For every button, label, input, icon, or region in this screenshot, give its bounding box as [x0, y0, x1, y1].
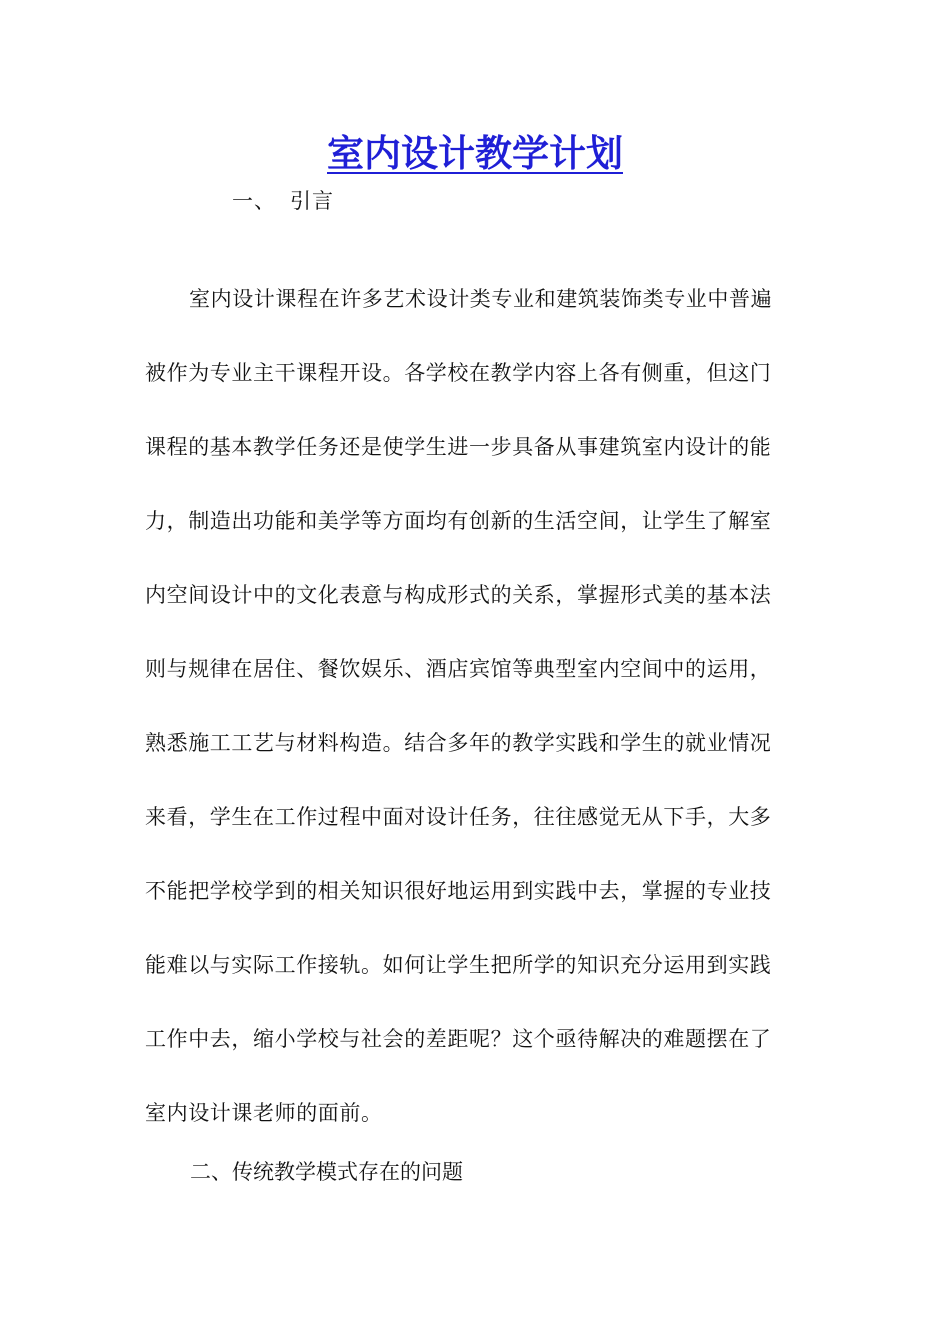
- paragraph-line: 室内设计课老师的面前。: [145, 1101, 383, 1125]
- paragraph-line: 能难以与实际工作接轨。如何让学生把所学的知识充分运用到实践: [145, 953, 772, 977]
- paragraph-line: 来看，学生在工作过程中面对设计任务，往往感觉无从下手，大多: [145, 805, 772, 829]
- paragraph-line: 不能把学校学到的相关知识很好地运用到实践中去，掌握的专业技: [145, 879, 772, 903]
- section-heading-text: 引言: [290, 189, 334, 213]
- paragraph-line: 工作中去，缩小学校与社会的差距呢？这个亟待解决的难题摆在了: [145, 1027, 772, 1051]
- section-heading-problems: 二、传统教学模式存在的问题: [190, 1160, 463, 1184]
- document-title[interactable]: 室内设计教学计划: [327, 132, 623, 175]
- intro-paragraph: [145, 262, 807, 1150]
- paragraph-line: 则与规律在居住、餐饮娱乐、酒店宾馆等典型室内空间中的运用，: [145, 657, 772, 681]
- paragraph-line: 课程的基本教学任务还是使学生进一步具备从事建筑室内设计的能: [145, 435, 772, 459]
- paragraph-line: 内空间设计中的文化表意与构成形式的关系，掌握形式美的基本法: [145, 583, 772, 607]
- section-heading-intro: [232, 186, 334, 216]
- paragraph-line: 熟悉施工工艺与材料构造。结合多年的教学实践和学生的就业情况: [145, 731, 772, 755]
- paragraph-line: 被作为专业主干课程开设。各学校在教学内容上各有侧重，但这门: [145, 361, 772, 385]
- section-number: 一、: [232, 189, 276, 213]
- paragraph-line: 力，制造出功能和美学等方面均有创新的生活空间，让学生了解室: [145, 509, 772, 533]
- paragraph-line: 室内设计课程在许多艺术设计类专业和建筑装饰类专业中普遍: [189, 287, 773, 311]
